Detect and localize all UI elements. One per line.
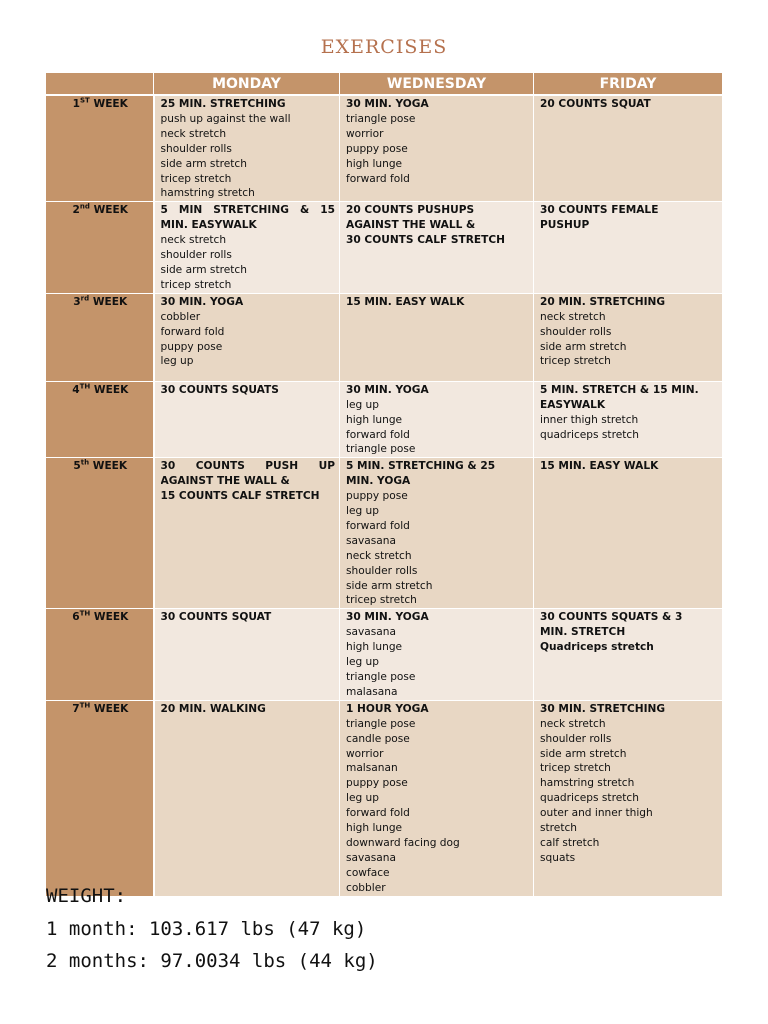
exercise-item: outer and inner thigh <box>540 807 653 820</box>
week-word: WEEK <box>93 383 129 396</box>
week-label <box>46 700 154 896</box>
week-number: 4 <box>72 383 80 396</box>
week-word: WEEK <box>93 702 129 715</box>
exercise-item: neck stretch <box>540 310 606 323</box>
wednesday-cell <box>340 609 534 700</box>
wednesday-cell <box>340 95 534 202</box>
header-wednesday: WEDNESDAY <box>340 73 534 96</box>
exercise-heading: 15 COUNTS CALF STRETCH <box>160 490 320 503</box>
exercise-item: forward fold <box>346 807 410 820</box>
exercise-item: calf stretch <box>540 836 600 849</box>
monday-cell <box>154 95 340 202</box>
wednesday-cell <box>340 458 534 609</box>
exercise-item: cobbler <box>160 310 201 323</box>
week-row <box>46 609 723 700</box>
week-label <box>46 458 154 609</box>
exercise-item: quadriceps stretch <box>540 792 639 805</box>
exercise-item: savasana <box>346 626 396 639</box>
wednesday-cell <box>340 202 534 293</box>
weight-section <box>46 880 378 978</box>
weight-entry-2-months: 2 months: 97.0034 lbs (44 kg) <box>46 950 378 972</box>
week-word: WEEK <box>93 204 128 217</box>
exercise-item: candle pose <box>346 732 410 745</box>
friday-cell <box>534 381 723 458</box>
week-row <box>46 700 723 896</box>
exercise-item: tricep stretch <box>540 355 611 368</box>
exercise-item: leg up <box>346 656 379 669</box>
friday-cell <box>534 202 723 293</box>
week-ordinal-suffix: TH <box>79 701 91 710</box>
exercise-heading: 30 MIN. YOGA <box>160 295 244 308</box>
exercise-item: leg up <box>346 398 379 411</box>
exercise-item: leg up <box>346 505 379 518</box>
exercise-item: tricep stretch <box>540 762 611 775</box>
friday-cell <box>534 293 723 381</box>
exercise-item: malsanan <box>346 762 398 775</box>
exercise-heading: 30 COUNTS CALF STRETCH <box>346 234 505 247</box>
table-header-row <box>46 73 723 96</box>
exercise-item: savasana <box>346 851 396 864</box>
exercise-heading: MIN. STRETCH <box>540 626 626 639</box>
monday-cell <box>154 381 340 458</box>
exercise-item: high lunge <box>346 413 403 426</box>
friday-cell <box>534 458 723 609</box>
exercise-item: forward fold <box>160 325 225 338</box>
exercise-item: push up against the wall <box>160 112 291 125</box>
exercise-item: high lunge <box>346 157 403 170</box>
monday-cell <box>154 202 340 293</box>
exercise-item: tricep stretch <box>346 594 417 607</box>
exercise-heading: 30 MIN. STRETCHING <box>540 702 666 715</box>
exercise-item: puppy pose <box>346 142 408 155</box>
exercise-heading: EASYWALK <box>540 398 606 411</box>
week-ordinal-suffix: nd <box>79 202 90 211</box>
exercise-heading: MIN. YOGA <box>346 475 411 488</box>
wednesday-cell <box>340 700 534 896</box>
weight-entry-1-month: 1 month: 103.617 lbs (47 kg) <box>46 917 367 940</box>
week-number: 1 <box>72 98 80 110</box>
week-number: 2 <box>72 204 80 217</box>
week-number: 6 <box>72 611 80 624</box>
exercise-heading: 30 MIN. YOGA <box>346 611 429 624</box>
week-ordinal-suffix: ST <box>79 96 90 105</box>
exercise-item: quadriceps stretch <box>540 428 639 441</box>
friday-cell <box>534 609 723 700</box>
week-row <box>46 458 723 609</box>
week-ordinal-suffix: rd <box>80 294 90 303</box>
exercise-heading: 5 MIN. STRETCH & 15 MIN. <box>540 383 699 396</box>
exercise-item: triangle pose <box>346 112 416 125</box>
exercise-item: side arm stretch <box>540 340 627 353</box>
exercise-heading: 30 MIN. YOGA <box>346 98 429 110</box>
exercise-item: triangle pose <box>346 443 416 456</box>
week-word: WEEK <box>93 611 129 624</box>
week-row <box>46 381 723 458</box>
exercise-item: hamstring stretch <box>540 777 635 790</box>
exercise-item: tricep stretch <box>160 172 232 185</box>
week-ordinal-suffix: TH <box>79 609 91 618</box>
monday-cell <box>154 293 340 381</box>
exercise-item: high lunge <box>346 822 403 835</box>
exercise-heading: AGAINST THE WALL & <box>346 219 476 232</box>
exercise-item: shoulder rolls <box>540 325 612 338</box>
week-label <box>46 95 154 202</box>
exercise-item: inner thigh stretch <box>540 413 639 426</box>
exercise-item: neck stretch <box>346 549 412 562</box>
exercise-heading: 30 COUNTS PUSH UP <box>160 460 335 473</box>
exercise-heading: 30 COUNTS FEMALE <box>540 204 659 217</box>
week-word: WEEK <box>92 295 128 308</box>
exercise-item: shoulder rolls <box>160 142 232 155</box>
exercise-item: hamstring stretch <box>160 187 255 200</box>
week-ordinal-suffix: TH <box>79 382 91 391</box>
exercise-item: puppy pose <box>346 777 408 790</box>
exercise-schedule-table <box>45 72 723 897</box>
exercise-heading: 5 MIN. STRETCHING & 25 <box>346 460 496 473</box>
week-row <box>46 293 723 381</box>
exercise-heading: 30 COUNTS SQUATS & 3 <box>540 611 683 624</box>
exercise-heading: Quadriceps stretch <box>540 641 654 654</box>
week-word: WEEK <box>93 98 128 110</box>
exercise-item: triangle pose <box>346 717 416 730</box>
exercise-item: side arm stretch <box>160 157 247 170</box>
exercise-item: savasana <box>346 534 396 547</box>
exercise-item: neck stretch <box>160 127 227 140</box>
exercise-item: forward fold <box>346 519 410 532</box>
exercise-item: squats <box>540 851 576 864</box>
week-number: 7 <box>72 702 80 715</box>
exercise-heading: MIN. EASYWALK <box>160 219 257 232</box>
week-ordinal-suffix: th <box>80 458 90 467</box>
exercise-item: forward fold <box>346 428 410 441</box>
exercise-heading: 20 MIN. WALKING <box>160 702 266 715</box>
week-row <box>46 95 723 202</box>
exercise-item: puppy pose <box>160 340 223 353</box>
exercise-item: worrior <box>346 747 384 760</box>
exercise-item: puppy pose <box>346 490 408 503</box>
exercise-item: side arm stretch <box>160 263 247 276</box>
week-label <box>46 202 154 293</box>
exercise-heading: 1 HOUR YOGA <box>346 702 429 715</box>
monday-cell <box>154 700 340 896</box>
friday-cell <box>534 700 723 896</box>
week-number: 5 <box>73 460 81 473</box>
exercise-heading: AGAINST THE WALL & <box>160 475 290 488</box>
wednesday-cell <box>340 293 534 381</box>
monday-cell <box>154 609 340 700</box>
page-title: EXERCISES <box>320 36 448 58</box>
exercise-item: tricep stretch <box>160 278 232 291</box>
monday-cell <box>154 458 340 609</box>
exercise-item: side arm stretch <box>346 579 433 592</box>
exercise-item: shoulder rolls <box>160 249 232 262</box>
week-word: WEEK <box>92 460 128 473</box>
exercise-heading: 15 MIN. EASY WALK <box>346 295 465 308</box>
week-label <box>46 293 154 381</box>
exercise-heading: 30 COUNTS SQUATS <box>160 383 279 396</box>
exercise-item: worrior <box>346 127 384 140</box>
exercise-heading: 5 MIN STRETCHING & 15 <box>160 204 335 217</box>
exercise-heading: 25 MIN. STRETCHING <box>160 98 286 110</box>
weight-heading: WEIGHT: <box>46 885 127 907</box>
exercise-heading: PUSHUP <box>540 219 590 232</box>
exercise-item: triangle pose <box>346 671 416 683</box>
exercise-item: neck stretch <box>540 717 606 730</box>
wednesday-cell <box>340 381 534 458</box>
exercise-item: side arm stretch <box>540 747 627 760</box>
exercise-heading: 15 MIN. EASY WALK <box>540 460 659 473</box>
exercise-item: cobbler <box>346 881 386 894</box>
header-monday: MONDAY <box>154 73 340 96</box>
exercise-item: stretch <box>540 822 578 835</box>
week-label <box>46 609 154 700</box>
exercise-heading: 20 COUNTS SQUAT <box>540 98 651 110</box>
exercise-heading: 20 MIN. STRETCHING <box>540 295 666 308</box>
exercise-item: neck stretch <box>160 234 227 247</box>
exercise-item: leg up <box>160 355 194 368</box>
exercise-item: shoulder rolls <box>346 564 418 577</box>
exercise-item: shoulder rolls <box>540 732 612 745</box>
exercise-item: leg up <box>346 792 379 805</box>
exercise-heading: 30 MIN. YOGA <box>346 383 429 396</box>
exercise-item: high lunge <box>346 641 403 654</box>
week-number: 3 <box>73 295 81 308</box>
exercise-item: malasana <box>346 685 398 698</box>
exercise-heading: 20 COUNTS PUSHUPS <box>346 204 475 217</box>
header-week-corner <box>46 73 154 96</box>
week-label <box>46 381 154 458</box>
header-friday: FRIDAY <box>534 73 723 96</box>
exercise-item: cowface <box>346 866 390 879</box>
week-row <box>46 202 723 293</box>
exercise-item: forward fold <box>346 172 410 185</box>
friday-cell <box>534 95 723 202</box>
exercise-item: downward facing dog <box>346 836 460 849</box>
exercise-heading: 30 COUNTS SQUAT <box>160 611 272 624</box>
